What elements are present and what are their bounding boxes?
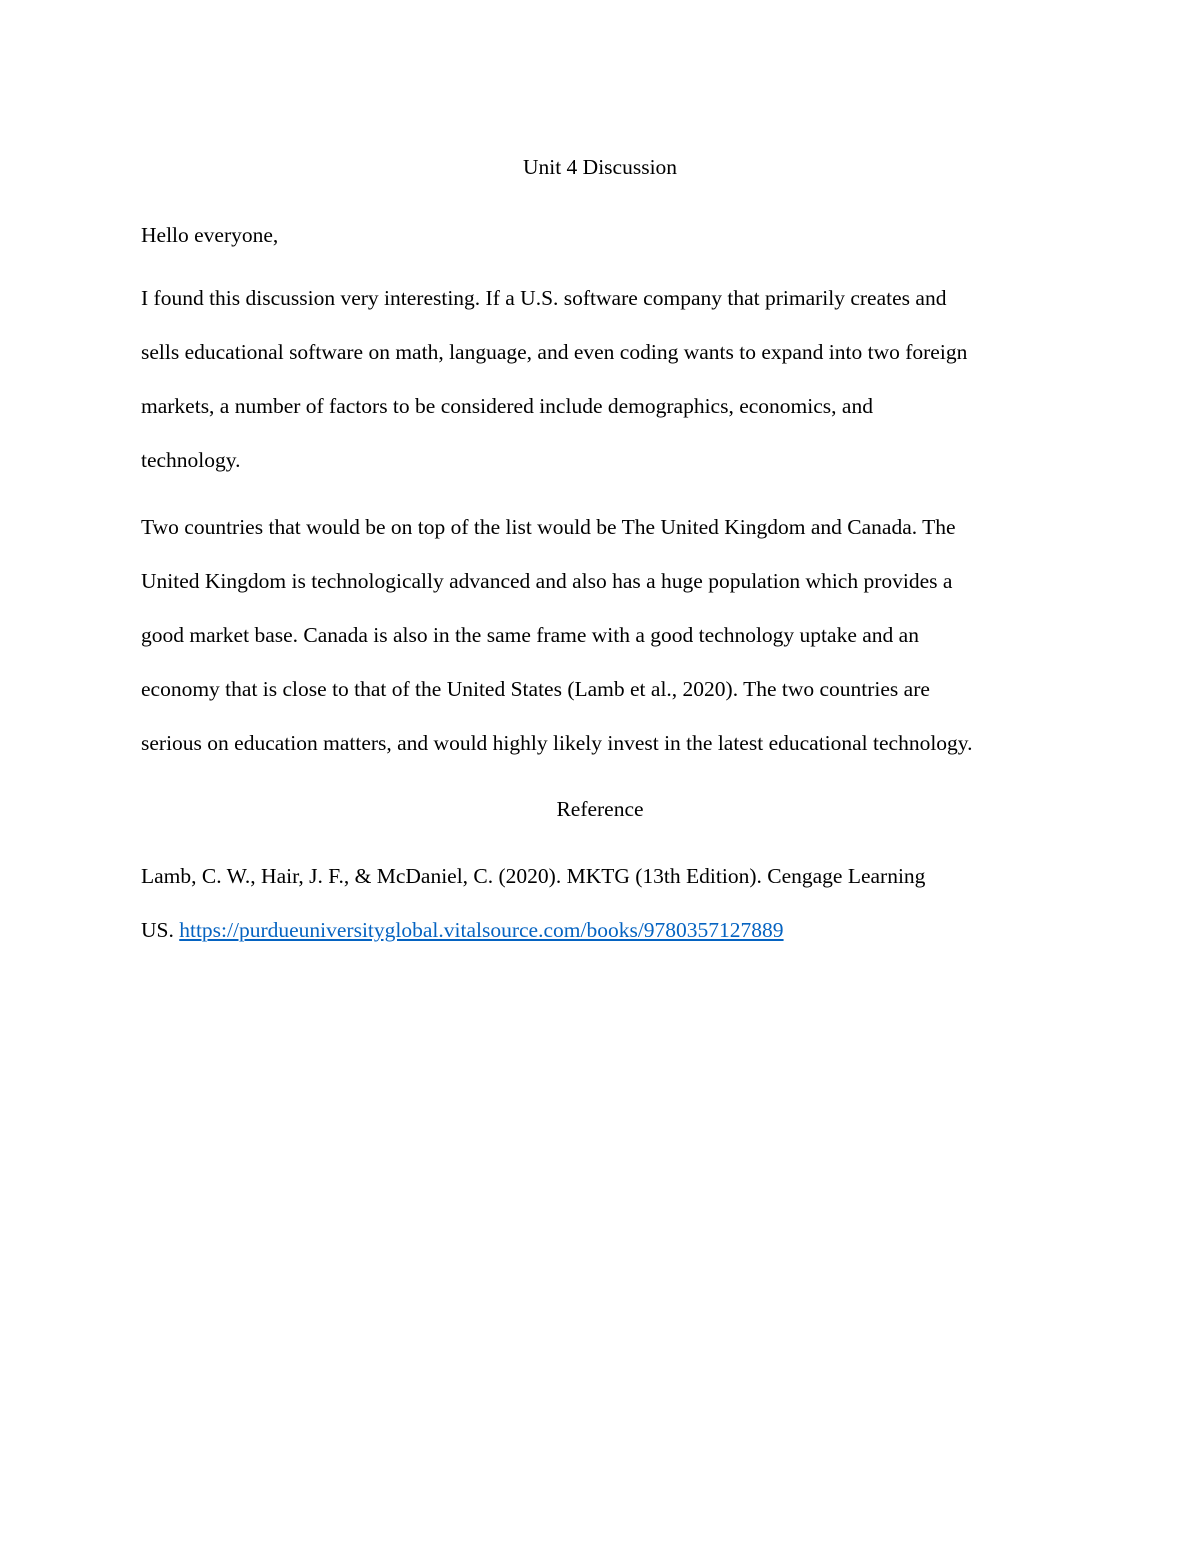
paragraph-2 (141, 500, 1071, 770)
paragraph-2-line: United Kingdom is technologically advanced and also has a huge population which provides a (141, 569, 953, 593)
reference-entry (141, 849, 1071, 957)
greeting: Hello everyone, (141, 223, 279, 247)
reference-prefix: US. (141, 918, 180, 942)
paragraph-1-line: I found this discussion very interesting. If a U.S. software company that primarily creates and (141, 286, 947, 310)
reference-heading: Reference (556, 797, 644, 821)
paragraph-2-line: good market base. Canada is also in the same frame with a good technology uptake and an (141, 623, 919, 647)
paragraph-1-line: technology. (141, 448, 241, 472)
paragraph-2-line: economy that is close to that of the United States (Lamb et al., 2020). The two countries are (141, 677, 930, 701)
reference-link[interactable]: https://purdueuniversityglobal.vitalsource.com/books/9780357127889 (179, 918, 784, 942)
reference-line-2 (141, 903, 1071, 957)
document-title: Unit 4 Discussion (522, 155, 678, 179)
paragraph-1-line: markets, a number of factors to be considered include demographics, economics, and (141, 394, 873, 418)
paragraph-1-line: sells educational software on math, language, and even coding wants to expand into two foreign (141, 340, 968, 364)
paragraph-1 (141, 271, 1071, 487)
paragraph-2-line: serious on education matters, and would highly likely invest in the latest educational technology. (141, 731, 973, 755)
paragraph-2-line: Two countries that would be on top of the list would be The United Kingdom and Canada. The (141, 515, 956, 539)
reference-line-1: Lamb, C. W., Hair, J. F., & McDaniel, C. (2020). MKTG (13th Edition). Cengage Learning (141, 864, 926, 888)
